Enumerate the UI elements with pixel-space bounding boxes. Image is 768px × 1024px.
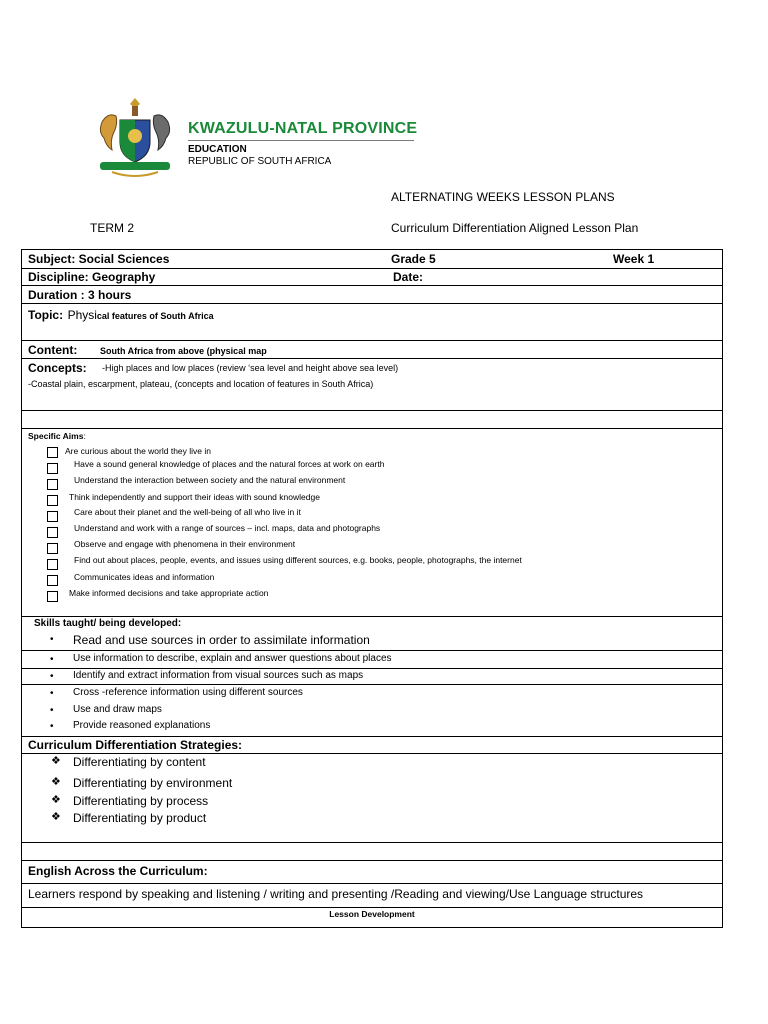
aim-text: Think independently and support their ideas with sound knowledge bbox=[69, 492, 320, 502]
strategy-item: Differentiating by process bbox=[73, 794, 209, 808]
topic-row bbox=[28, 307, 214, 323]
aim-checkbox[interactable] bbox=[47, 479, 58, 490]
divider bbox=[188, 140, 414, 141]
english-text: Learners respond by speaking and listening / writing and presenting /Reading and viewing/Use Language structures bbox=[28, 887, 644, 901]
content-label: Content: bbox=[28, 343, 78, 357]
aim-text: Observe and engage with phenomena in their environment bbox=[74, 539, 296, 549]
term-label: TERM 2 bbox=[90, 221, 135, 235]
strategy-item: Differentiating by product bbox=[73, 811, 207, 825]
aim-text: Understand and work with a range of sources – incl. maps, data and photographs bbox=[74, 523, 381, 533]
coat-of-arms-icon bbox=[92, 92, 178, 180]
diamond-bullet-icon: ❖ bbox=[51, 794, 61, 806]
strategy-item: Differentiating by content bbox=[73, 755, 206, 769]
bullet-icon: • bbox=[50, 705, 54, 716]
aim-text: Care about their planet and the well-being of all who live in it bbox=[74, 507, 301, 517]
skill-item: Provide reasoned explanations bbox=[73, 720, 211, 731]
content-value: South Africa from above (physical map bbox=[100, 346, 267, 356]
bullet-icon: • bbox=[50, 634, 54, 645]
topic-label: Topic: bbox=[28, 308, 64, 322]
concepts-line-1: -High places and low places (review ‘sea level and height above sea level) bbox=[102, 363, 399, 373]
department-name: EDUCATION bbox=[188, 144, 247, 155]
aim-text: Find out about places, people, events, and issues using different sources, e.g. books, people, photographs, the internet bbox=[74, 555, 522, 565]
bullet-icon: • bbox=[50, 654, 54, 665]
aim-checkbox[interactable] bbox=[47, 495, 58, 506]
grade-label: Grade 5 bbox=[391, 252, 436, 266]
specific-aims-label: Specific Aims bbox=[28, 431, 84, 441]
aim-checkbox[interactable] bbox=[47, 463, 58, 474]
province-title: KWAZULU-NATAL PROVINCE bbox=[188, 120, 418, 137]
aim-text: Understand the interaction between society and the natural environment bbox=[74, 475, 346, 485]
skill-item: Cross -reference information using different sources bbox=[73, 687, 303, 698]
specific-aims-colon: : bbox=[83, 431, 86, 441]
skills-label: Skills taught/ being developed: bbox=[34, 618, 182, 629]
aim-text: Are curious about the world they live in bbox=[65, 446, 211, 456]
lesson-plan-table bbox=[21, 249, 723, 928]
aim-checkbox[interactable] bbox=[47, 591, 58, 602]
aim-checkbox[interactable] bbox=[47, 543, 58, 554]
concepts-line-2: -Coastal plain, escarpment, plateau, (concepts and location of features in South Africa) bbox=[28, 379, 374, 389]
bullet-icon: • bbox=[50, 671, 54, 682]
week-label: Week 1 bbox=[613, 252, 655, 266]
skill-item: Use and draw maps bbox=[73, 704, 162, 715]
aim-checkbox[interactable] bbox=[47, 527, 58, 538]
diamond-bullet-icon: ❖ bbox=[51, 776, 61, 788]
date-label: Date: bbox=[393, 270, 424, 284]
bullet-icon: • bbox=[50, 688, 54, 699]
aim-text: Communicates ideas and information bbox=[74, 572, 215, 582]
strategies-label: Curriculum Differentiation Strategies: bbox=[28, 738, 243, 752]
diamond-bullet-icon: ❖ bbox=[51, 811, 61, 823]
skill-item: Use information to describe, explain and answer questions about places bbox=[73, 653, 392, 664]
concepts-label: Concepts: bbox=[28, 361, 87, 375]
aim-checkbox[interactable] bbox=[47, 575, 58, 586]
aim-checkbox[interactable] bbox=[47, 447, 58, 458]
subject-label: Subject: Social Sciences bbox=[28, 252, 170, 266]
plan-type: ALTERNATING WEEKS LESSON PLANS bbox=[391, 190, 615, 204]
aim-text: Make informed decisions and take appropriate action bbox=[69, 588, 269, 598]
lesson-development-heading: Lesson Development bbox=[329, 909, 415, 919]
kzn-logo bbox=[92, 92, 418, 180]
skill-item: Read and use sources in order to assimilate information bbox=[73, 633, 370, 647]
strategy-item: Differentiating by environment bbox=[73, 776, 233, 790]
diamond-bullet-icon: ❖ bbox=[51, 755, 61, 767]
specific-aims-heading bbox=[28, 432, 86, 441]
plan-subtitle: Curriculum Differentiation Aligned Lesson Plan bbox=[391, 221, 639, 235]
country-name: REPUBLIC OF SOUTH AFRICA bbox=[188, 156, 332, 167]
aim-checkbox[interactable] bbox=[47, 511, 58, 522]
topic-value-rest: cal features of South Africa bbox=[96, 311, 214, 321]
bullet-icon: • bbox=[50, 721, 54, 732]
skill-item: Identify and extract information from visual sources such as maps bbox=[73, 670, 364, 681]
discipline-label: Discipline: Geography bbox=[28, 270, 156, 284]
english-label: English Across the Curriculum: bbox=[28, 864, 208, 878]
aim-checkbox[interactable] bbox=[47, 559, 58, 570]
duration-label: Duration : 3 hours bbox=[28, 288, 132, 302]
aim-text: Have a sound general knowledge of places and the natural forces at work on earth bbox=[74, 459, 385, 469]
topic-value-start: Physi bbox=[67, 308, 97, 322]
